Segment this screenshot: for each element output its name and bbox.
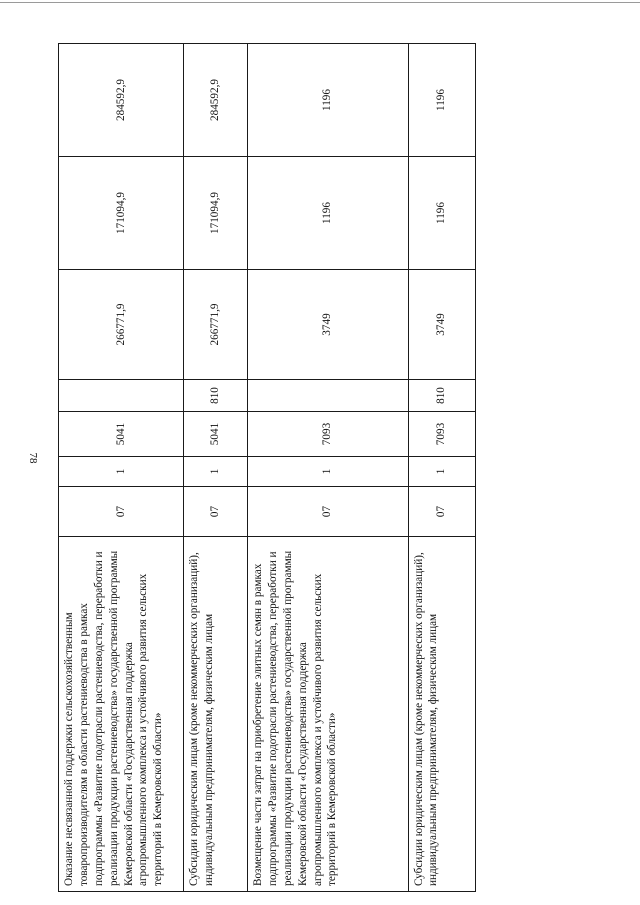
target-code: 7093 (408, 412, 475, 457)
table-row (408, 44, 475, 892)
target-code: 5041 (183, 412, 247, 457)
program-code: 1 (183, 457, 247, 487)
section-code: 07 (183, 487, 247, 537)
amount-year-1: 3749 (408, 270, 475, 380)
amount-year-3: 284592,9 (183, 44, 247, 157)
amount-year-3: 284592,9 (59, 44, 184, 157)
row-name: Возмещение части затрат на приобретение элитных семян в рамках подпрограммы «Развитие подотрасли растениеводства, переработки и реализации продукции растениеводства» государственной программы Кемеровской области «Государственная поддержка агропромышленного комплекса и устойчивого развития сельских территорий в Кемеровской области» (247, 537, 408, 892)
row-name: Субсидии юридическим лицам (кроме некоммерческих организаций), индивидуальным предпринимателям, физическим лицам (408, 537, 475, 892)
amount-year-1: 3749 (247, 270, 408, 380)
expense-type-code (247, 380, 408, 412)
amount-year-3: 1196 (408, 44, 475, 157)
expense-type-code: 810 (183, 380, 247, 412)
amount-year-2: 1196 (247, 157, 408, 270)
section-code: 07 (59, 487, 184, 537)
budget-table (58, 43, 476, 892)
amount-year-1: 266771,9 (59, 270, 184, 380)
top-rule (0, 2, 640, 3)
amount-year-3: 1196 (247, 44, 408, 157)
amount-year-2: 171094,9 (183, 157, 247, 270)
row-name: Субсидии юридическим лицам (кроме некоммерческих организаций), индивидуальным предпринимателям, физическим лицам (183, 537, 247, 892)
section-code: 07 (408, 487, 475, 537)
target-code: 5041 (59, 412, 184, 457)
rotated-table-wrapper (58, 44, 476, 892)
section-code: 07 (247, 487, 408, 537)
table-row (59, 44, 184, 892)
amount-year-2: 1196 (408, 157, 475, 270)
row-name: Оказание несвязанной поддержки сельскохозяйственным товаропроизводителям в области растениеводства в рамках подпрограммы «Развитие подотрасли растениеводства, переработки и реализации продукции растениеводства» государственной программы Кемеровской области «Государственная поддержка агропромышленного комплекса и устойчивого развития сельских территорий в Кемеровской области» (59, 537, 184, 892)
table-row (247, 44, 408, 892)
target-code: 7093 (247, 412, 408, 457)
program-code: 1 (408, 457, 475, 487)
amount-year-1: 266771,9 (183, 270, 247, 380)
table-row (183, 44, 247, 892)
expense-type-code: 810 (408, 380, 475, 412)
program-code: 1 (247, 457, 408, 487)
amount-year-2: 171094,9 (59, 157, 184, 270)
expense-type-code (59, 380, 184, 412)
program-code: 1 (59, 457, 184, 487)
page-number: 78 (27, 452, 39, 464)
